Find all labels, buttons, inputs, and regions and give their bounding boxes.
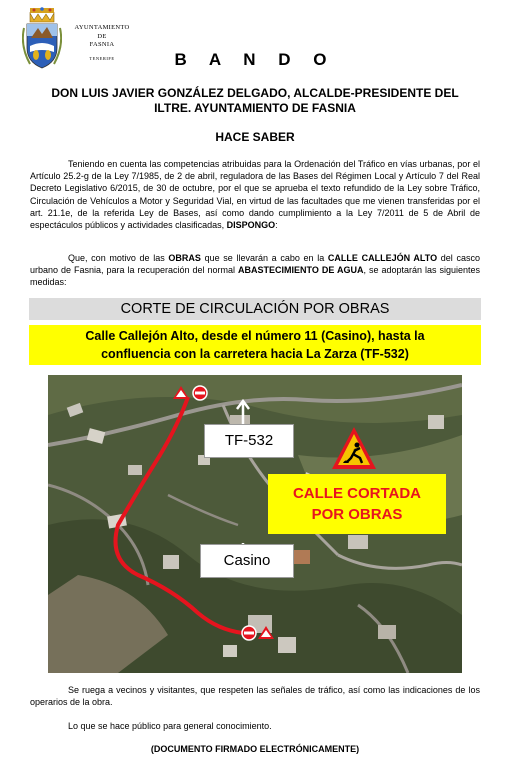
casino-label: Casino — [200, 544, 294, 578]
building — [163, 555, 179, 569]
building — [348, 535, 368, 549]
municipality-name: AYUNTAMIENTO DE FASNIA TENERIFE — [60, 24, 144, 63]
building — [378, 625, 396, 639]
hace-saber-heading: HACE SABER — [215, 130, 295, 144]
tf-532-label: TF-532 — [204, 424, 294, 458]
request-paragraph: Se ruega a vecinos y visitantes, que respeten las señales de tráfico, así como las indicaciones de los operarios de la obra. — [30, 685, 480, 708]
public-notice-paragraph: Lo que se hace público para general conocimiento. — [68, 721, 272, 731]
building — [223, 645, 237, 657]
electronic-signature-note: (DOCUMENTO FIRMADO ELECTRÓNICAMENTE) — [150, 744, 360, 754]
road-closure-heading: CORTE DE CIRCULACIÓN POR OBRAS — [29, 298, 481, 320]
roadworks-sign-icon — [330, 425, 378, 471]
document-title: B A N D O — [174, 50, 336, 69]
road-closed-notice: CALLE CORTADA POR OBRAS — [268, 474, 446, 534]
building — [128, 465, 142, 475]
works-paragraph: Que, con motivo de las OBRAS que se llevarán a cabo en la CALLE CALLEJÓN ALTO del casco urbano de Fasnia, para la recuperación del normal ABASTECIMIENTO DE AGUA, se adoptarán las siguientes medidas: — [30, 253, 480, 288]
legal-basis-paragraph: Teniendo en cuenta las competencias atribuidas para la Ordenación del Tráfico en vías urbanas, por el Artículo 25.2-g de la Ley 7/1985, de 2 de abril, reguladora de las Bases del Régimen Local y Artículo 7 del Real Decreto Legislativo 6/2015, de 30 de octubre, por el que se aprueba el texto refundido de la Ley sobre Tráfico, Circulación de Vehículos a Motor y Seguridad Vial, en virtud de las facultades que me vienen transferidas por el art. 21.1e, de la referida Ley de Bases, así como dando cumplimiento a la Ley 7/2011 de 5 de Abril de espectáculos públicos y actividades clasificadas, DISPONGO: — [30, 159, 480, 231]
mayor-heading: DON LUIS JAVIER GONZÁLEZ DELGADO, ALCALDE-PRESIDENTE DEL ILTRE. AYUNTAMIENTO DE FASNIA — [51, 86, 459, 115]
island-name: TENERIFE — [89, 55, 115, 61]
building — [428, 415, 444, 429]
affected-street-box: Calle Callejón Alto, desde el número 11 (Casino), hasta la confluencia con la carretera hacia La Zarza (TF-532) — [29, 325, 481, 365]
building — [278, 637, 296, 653]
